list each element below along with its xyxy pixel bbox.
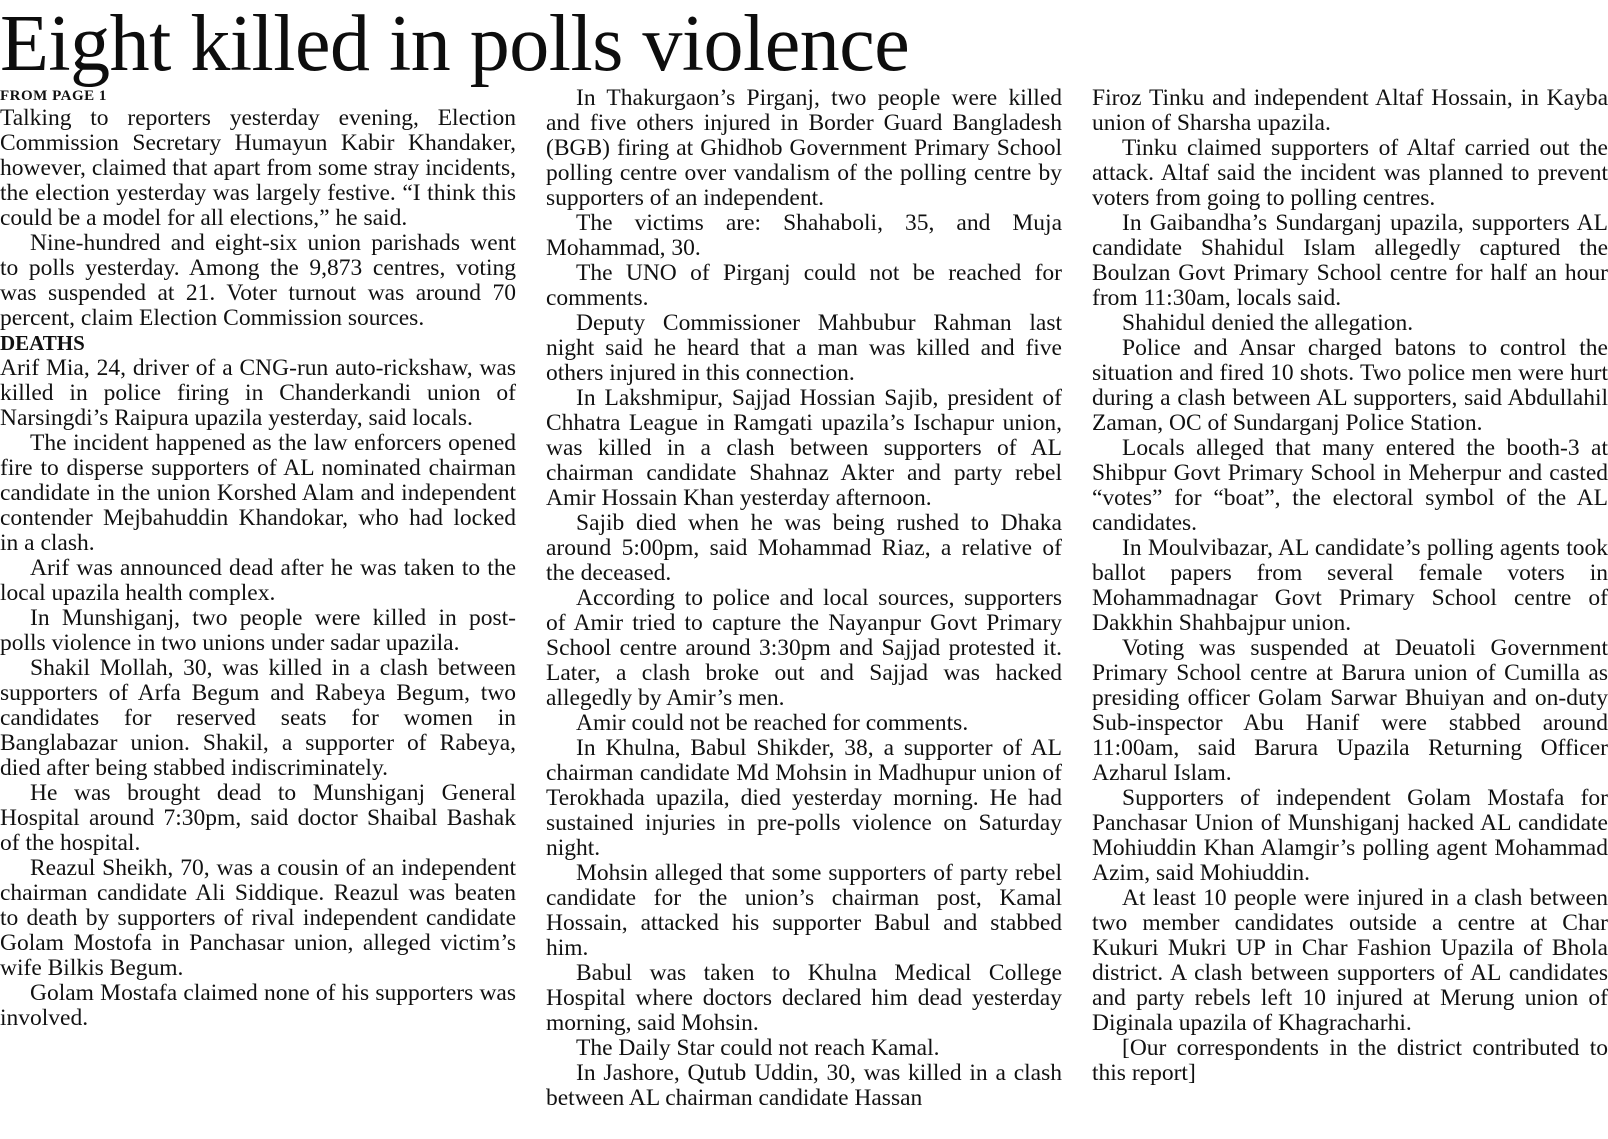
paragraph: Tinku claimed supporters of Altaf carried out the attack. Altaf said the incident was planned to prevent voters from going to polling centres. — [1092, 135, 1608, 211]
paragraph: In Lakshmipur, Sajjad Hossian Sajib, president of Chhatra League in Ramgati upazila’s Ischapur union, was killed in a clash between supporters of AL chairman candidate Shahnaz Akter and party rebel Amir Hossain Khan yesterday afternoon. — [546, 385, 1062, 511]
headline: Eight killed in polls violence — [0, 0, 910, 88]
paragraph: Locals alleged that many entered the booth-3 at Shibpur Govt Primary School in Meherpur and casted “votes” for “boat”, the electoral symbol of the AL candidates. — [1092, 435, 1608, 536]
paragraph: Police and Ansar charged batons to control the situation and fired 10 shots. Two police men were hurt during a clash between AL supporters, said Abdullahil Zaman, OC of Sundarganj Police Station. — [1092, 335, 1608, 436]
paragraph: The victims are: Shahaboli, 35, and Muja Mohammad, 30. — [546, 210, 1062, 261]
paragraph: He was brought dead to Munshiganj General Hospital around 7:30pm, said doctor Shaibal Bashak of the hospital. — [0, 780, 516, 856]
paragraph: The incident happened as the law enforcers opened fire to disperse supporters of AL nominated chairman candidate in the union Korshed Alam and independent contender Mejbahuddin Khandokar, who had locked in a clash. — [0, 430, 516, 556]
paragraph: In Munshiganj, two people were killed in post-polls violence in two unions under sadar upazila. — [0, 605, 516, 656]
paragraph: Supporters of independent Golam Mostafa for Panchasar Union of Munshiganj hacked AL candidate Mohiuddin Khan Alamgir’s polling agent Mohammad Azim, said Mohiuddin. — [1092, 785, 1608, 886]
article-column-3 — [1092, 86, 1608, 1136]
paragraph: In Thakurgaon’s Pirganj, two people were killed and five others injured in Border Guard Bangladesh (BGB) firing at Ghidhob Government Primary School polling centre over vandalism of the polling centre by supporters of an independent. — [546, 86, 1062, 211]
paragraph: Voting was suspended at Deuatoli Government Primary School centre at Barura union of Cumilla as presiding officer Golam Sarwar Bhuiyan and on-duty Sub-inspector Abu Hanif were stabbed around 11:00am, said Barura Upazila Returning Officer Azharul Islam. — [1092, 635, 1608, 786]
paragraph: The UNO of Pirganj could not be reached for comments. — [546, 260, 1062, 311]
paragraph: Arif Mia, 24, driver of a CNG-run auto-rickshaw, was killed in police firing in Chanderkandi union of Narsingdi’s Raipura upazila yesterday, said locals. — [0, 355, 516, 431]
paragraph: Amir could not be reached for comments. — [576, 710, 969, 736]
paragraph: Sajib died when he was being rushed to Dhaka around 5:00pm, said Mohammad Riaz, a relative of the deceased. — [546, 510, 1062, 586]
paragraph: Deputy Commissioner Mahbubur Rahman last night said he heard that a man was killed and five others injured in this connection. — [546, 310, 1062, 386]
article-column-1 — [0, 86, 516, 1136]
continuation-kicker: FROM PAGE 1 — [0, 88, 107, 104]
paragraph: Shakil Mollah, 30, was killed in a clash between supporters of Arfa Begum and Rabeya Begum, two candidates for reserved seats for women in Banglabazar union. Shakil, a supporter of Rabeya, died after being stabbed indiscriminately. — [0, 655, 516, 781]
paragraph: [Our correspondents in the district contributed to this report] — [1092, 1035, 1608, 1086]
paragraph: The Daily Star could not reach Kamal. — [576, 1035, 940, 1061]
paragraph: At least 10 people were injured in a clash between two member candidates outside a centre at Char Kukuri Mukri UP in Char Fashion Upazila of Bhola district. A clash between supporters of AL candidates and party rebels left 10 injured at Merung union of Diginala upazila of Khagracharhi. — [1092, 885, 1608, 1036]
paragraph: In Moulvibazar, AL candidate’s polling agents took ballot papers from several female voters in Mohammadnagar Govt Primary School centre of Dakkhin Shahbajpur union. — [1092, 535, 1608, 636]
paragraph: Babul was taken to Khulna Medical College Hospital where doctors declared him dead yesterday morning, said Mohsin. — [546, 960, 1062, 1036]
paragraph-continuation: Firoz Tinku and independent Altaf Hossain, in Kayba union of Sharsha upazila. — [1092, 86, 1608, 136]
paragraph: Mohsin alleged that some supporters of party rebel candidate for the union’s chairman post, Kamal Hossain, attacked his supporter Babul and stabbed him. — [546, 860, 1062, 961]
paragraph: According to police and local sources, supporters of Amir tried to capture the Nayanpur Govt Primary School centre around 3:30pm and Sajjad protested it. Later, a clash broke out and Sajjad was hacked allegedly by Amir’s men. — [546, 585, 1062, 711]
paragraph: Golam Mostafa claimed none of his supporters was involved. — [0, 980, 516, 1031]
paragraph: In Khulna, Babul Shikder, 38, a supporter of AL chairman candidate Md Mohsin in Madhupur union of Terokhada upazila, died yesterday morning. He had sustained injuries in pre-polls violence on Saturday night. — [546, 735, 1062, 861]
paragraph: Reazul Sheikh, 70, was a cousin of an independent chairman candidate Ali Siddique. Reazul was beaten to death by supporters of rival independent candidate Golam Mostofa in Panchasar union, alleged victim’s wife Bilkis Begum. — [0, 855, 516, 981]
paragraph: Shahidul denied the allegation. — [1122, 310, 1414, 336]
article-column-2 — [546, 86, 1062, 1136]
paragraph: In Jashore, Qutub Uddin, 30, was killed in a clash between AL chairman candidate Hassan — [546, 1060, 1062, 1111]
paragraph: Nine-hundred and eight-six union parishads went to polls yesterday. Among the 9,873 centres, voting was suspended at 21. Voter turnout was around 70 percent, claim Election Commission sources. — [0, 230, 516, 331]
subheading: DEATHS — [0, 331, 85, 355]
paragraph: Talking to reporters yesterday evening, Election Commission Secretary Humayun Kabir Khandaker, however, claimed that apart from some stray incidents, the election yesterday was largely festive. “I think this could be a model for all elections,” he said. — [0, 105, 516, 231]
paragraph: Arif was announced dead after he was taken to the local upazila health complex. — [0, 555, 516, 606]
paragraph: In Gaibandha’s Sundarganj upazila, supporters AL candidate Shahidul Islam allegedly captured the Boulzan Govt Primary School centre for half an hour from 11:30am, locals said. — [1092, 210, 1608, 311]
